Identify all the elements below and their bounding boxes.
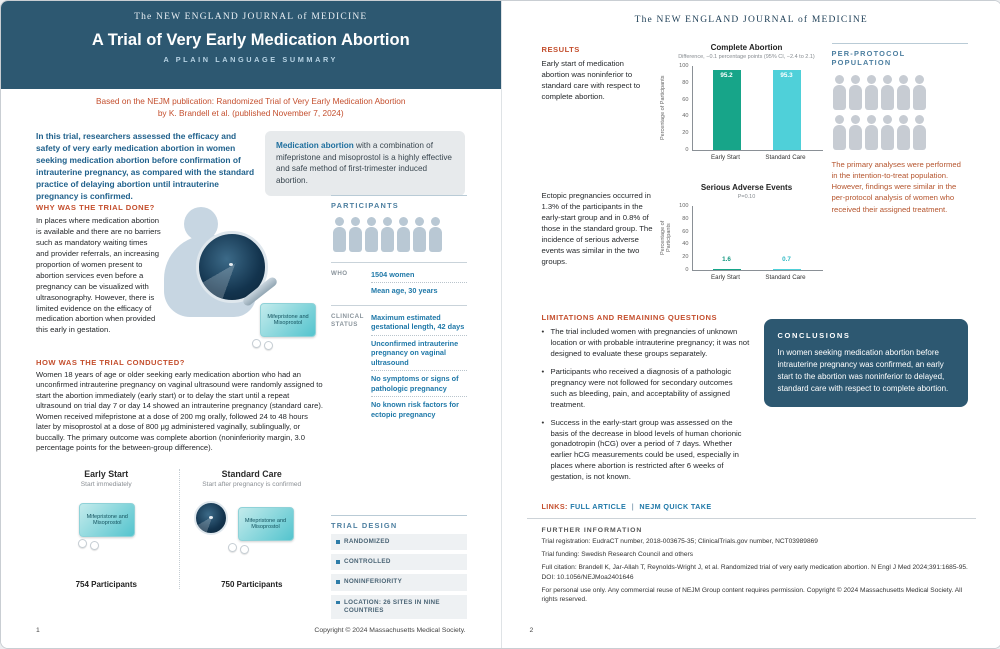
- person-icon: [881, 75, 895, 111]
- person-icon: [865, 75, 879, 111]
- limitation-item: • Participants who received a diagnosis of a pathologic pregnancy were not followed for secondary outcomes such as bleeding, pain, and acceptability of assigned treatment.: [542, 367, 750, 411]
- bar-value-label: 1.6: [713, 256, 741, 263]
- trial-design-item: NONINFERIORITY: [331, 574, 467, 590]
- ectopic-text: Ectopic pregnancies occurred in 1.3% of the participants in the early-start group and in 0.8% of those in the standard group. The incidence of serious adverse events was similar in the two groups.: [542, 191, 656, 268]
- page1-footer: [36, 627, 466, 634]
- limitations-heading: LIMITATIONS AND REMAINING QUESTIONS: [542, 313, 718, 322]
- trial-design-item: RANDOMIZED: [331, 534, 467, 550]
- trial-funding-line: Trial funding: Swedish Research Council and others: [542, 550, 970, 560]
- bar-standard-care: [773, 269, 801, 270]
- early-start-group: [34, 469, 179, 589]
- bar-standard-care: [773, 70, 801, 150]
- further-information: [542, 527, 970, 605]
- chart-subtitle: P=0.10: [662, 194, 832, 200]
- clinical-value: No symptoms or signs of pathologic pregnancy: [371, 371, 467, 397]
- x-tick: Early Start: [696, 154, 756, 161]
- bar-value-label: 0.7: [773, 256, 801, 263]
- y-tick: 100: [679, 203, 688, 209]
- y-tick: 100: [679, 63, 688, 69]
- citation-line1: Based on the NEJM publication: Randomized Trial of Very Early Medication Abortion: [21, 95, 481, 107]
- page-number: 2: [530, 627, 534, 634]
- person-icon: [849, 115, 863, 151]
- person-icon: [380, 217, 394, 253]
- person-icon: [348, 217, 362, 253]
- medication-pack-label: Mifepristone and Misoprostol: [241, 510, 291, 538]
- page-1: [1, 1, 501, 648]
- y-axis-label: Percentage of Participants: [660, 206, 672, 270]
- who-value: Mean age, 30 years: [371, 283, 467, 298]
- person-icon: [412, 217, 426, 253]
- person-icon: [913, 75, 927, 111]
- person-icon: [849, 75, 863, 111]
- copyright-text: Copyright © 2024 Massachusetts Medical Society.: [314, 627, 465, 634]
- y-tick: 60: [682, 229, 688, 235]
- chart-title: Serious Adverse Events: [662, 183, 832, 192]
- how-section-heading: HOW WAS THE TRIAL CONDUCTED?: [36, 358, 185, 367]
- page-number: 1: [36, 627, 40, 634]
- limitation-item: • The trial included women with pregnancies of unknown location or with probable intrauterine pregnancy; it was not designed to evaluate these groups separately.: [542, 327, 750, 360]
- participants-panel: [331, 195, 467, 424]
- key-message-box: [265, 131, 465, 196]
- pill-icon: [228, 543, 237, 552]
- chart-plot-area: [692, 206, 823, 271]
- person-icon: [364, 217, 378, 253]
- person-icon: [881, 115, 895, 151]
- pill-icon: [240, 545, 249, 554]
- links-row: [542, 502, 712, 511]
- per-protocol-heading: PER-PROTOCOL POPULATION: [832, 43, 968, 67]
- medication-pack-icon: [238, 507, 294, 541]
- group-caption: Start after pregnancy is confirmed: [180, 481, 325, 488]
- limitations-list: [542, 327, 750, 490]
- y-tick: 60: [682, 97, 688, 103]
- participants-heading: PARTICIPANTS: [331, 195, 467, 210]
- intro-paragraph: In this trial, researchers assessed the efficacy and safety of very early medication abortion in women seeking medication abortion before confirmation of intrauterine pregnancy, as compared with the standard practice of delaying abortion until intrauterine pregnancy is confirmed.: [36, 131, 258, 203]
- participants-icons: [331, 217, 467, 258]
- person-icon: [833, 75, 847, 111]
- trial-design-panel: [331, 515, 467, 619]
- y-tick: 0: [685, 267, 688, 273]
- person-icon: [913, 115, 927, 151]
- trial-registration-line: Trial registration: EudraCT number, 2018-003675-35; ClinicalTrials.gov number, NCT03989869: [542, 537, 970, 547]
- clinical-value: Unconfirmed intrauterine pregnancy on vaginal ultrasound: [371, 336, 467, 371]
- group-caption: Start immediately: [34, 481, 179, 488]
- key-message-lead: Medication abortion: [276, 141, 354, 150]
- person-icon: [428, 217, 442, 253]
- trial-design-heading: TRIAL DESIGN: [331, 515, 467, 530]
- y-tick: 80: [682, 216, 688, 222]
- trial-design-item: LOCATION: 26 SITES IN NINE COUNTRIES: [331, 595, 467, 619]
- how-section-text: Women 18 years of age or older seeking early medication abortion who had an unconfirmed intrauterine pregnancy on vaginal ultrasound were randomly assigned to start the abortion immediately (early start) or to delay the start until a repeat ultrasound on trial day 7 or day 14 showed an intrauterine pregnancy (standard care). Women received mifepristone at a dose of 200 mg orally, followed 24 to 48 hours later by misoprostol at a dose of 800 μg administered vaginally, sublingually, or buccally. The primary outcome was complete abortion (noninferiority margin, 3.0 percentage points for the between-group difference).: [36, 370, 324, 454]
- trial-design-item: CONTROLLED: [331, 554, 467, 570]
- who-label: WHO: [331, 267, 371, 299]
- key-message-text: with a combination of mifepristone and misoprostol is a highly effective and safe method of first-trimester induced abortion.: [276, 141, 452, 185]
- header-band: [1, 1, 501, 89]
- bar-early-start: [713, 269, 741, 270]
- standard-care-group: [179, 469, 325, 589]
- y-tick: 0: [685, 147, 688, 153]
- y-tick: 20: [682, 130, 688, 136]
- citation-line2: by K. Brandell et al. (published November 7, 2024): [21, 107, 481, 119]
- person-icon: [897, 115, 911, 151]
- per-protocol-panel: [832, 43, 968, 222]
- y-axis-label: Percentage of Participants: [660, 66, 666, 150]
- bar-value-label: 95.2: [713, 72, 741, 79]
- chart-subtitle: Difference, −0.1 percentage points (95% CI, −2.4 to 2.1): [662, 54, 832, 60]
- divider-rule: [527, 518, 977, 519]
- page-2: [501, 1, 1000, 648]
- person-icon: [897, 75, 911, 111]
- group-name: Early Start: [34, 469, 179, 479]
- chart-plot-area: [692, 66, 823, 151]
- bar-value-label: 95.3: [773, 72, 801, 79]
- y-tick: 40: [682, 241, 688, 247]
- limitation-item: • Success in the early-start group was assessed on the basis of the decrease in blood levels of human chorionic gonadotropin (hCG) over a period of 7 days. Whether earlier hCG measurements could be used, especially in places where abortion is restricted after 6 weeks of gestation, is not known.: [542, 418, 750, 484]
- person-icon: [833, 115, 847, 151]
- medication-pack-icon: [79, 503, 135, 537]
- x-tick: Standard Care: [756, 154, 816, 161]
- medication-pack-label: Mifepristone and Misoprostol: [82, 506, 132, 534]
- ultrasound-illustration: [164, 207, 324, 349]
- permissions-line: For personal use only. Any commercial reuse of NEJM Group content requires permission. Copyright © 2024 Massachusetts Medical Society. All rights reserved.: [542, 586, 970, 606]
- y-axis-ticks: [667, 206, 691, 270]
- results-heading: RESULTS: [542, 45, 580, 54]
- why-section-heading: WHY WAS THE TRIAL DONE?: [36, 203, 155, 212]
- participants-clinical-row: [331, 305, 467, 424]
- x-tick: Early Start: [696, 274, 756, 281]
- article-title: A Trial of Very Early Medication Abortion: [1, 31, 501, 50]
- group-illustration: [34, 493, 179, 553]
- group-name: Standard Care: [180, 469, 325, 479]
- per-protocol-text: The primary analyses were performed in the intention-to-treat population. However, findings were similar in the per-protocol analysis of women who received their assigned treatment.: [832, 159, 968, 215]
- medication-pack-icon: [260, 303, 316, 337]
- clinical-status-label: CLINICAL STATUS: [331, 310, 371, 422]
- article-subtitle: A PLAIN LANGUAGE SUMMARY: [1, 55, 501, 64]
- complete-abortion-chart: [662, 43, 832, 164]
- per-protocol-icons: [832, 75, 968, 151]
- pill-icon: [90, 541, 99, 550]
- person-icon: [865, 115, 879, 151]
- chart-title: Complete Abortion: [662, 43, 832, 52]
- group-count: 754 Participants: [34, 580, 179, 589]
- citation-note: [21, 95, 481, 119]
- y-tick: 20: [682, 254, 688, 260]
- links-separator: |: [629, 502, 637, 511]
- medication-pack-label: Mifepristone and Misoprostol: [263, 306, 313, 334]
- quick-take-link[interactable]: NEJM QUICK TAKE: [639, 502, 711, 511]
- full-article-link[interactable]: FULL ARTICLE: [570, 502, 626, 511]
- study-groups: [34, 469, 324, 589]
- pill-icon: [252, 339, 261, 348]
- links-label: LINKS:: [542, 502, 568, 511]
- person-icon: [332, 217, 346, 253]
- person-icon: [396, 217, 410, 253]
- journal-masthead: The NEW ENGLAND JOURNAL of MEDICINE: [502, 15, 1000, 25]
- x-axis-labels: [692, 274, 822, 284]
- journal-masthead: The NEW ENGLAND JOURNAL of MEDICINE: [1, 1, 501, 22]
- full-citation-line: Full citation: Brandell K, Jar-Allah T, Reynolds-Wright J, et al. Randomized trial of very early medication abortion. N Engl J Med 2024;391:1685-95. DOI: 10.1056/NEJMoa2401646: [542, 563, 970, 583]
- who-value: 1504 women: [371, 267, 467, 283]
- ultrasound-screen-icon: [194, 501, 228, 535]
- pill-icon: [264, 341, 273, 350]
- clinical-value: No known risk factors for ectopic pregnancy: [371, 397, 467, 422]
- y-axis-ticks: [667, 66, 691, 150]
- serious-adverse-events-chart: [662, 183, 832, 284]
- conclusions-text: In women seeking medication abortion before intrauterine pregnancy was confirmed, an early start to the abortion was noninferior to delayed, standard care with respect to complete abortion.: [778, 347, 954, 395]
- clinical-value: Maximum estimated gestational length, 42 days: [371, 310, 467, 336]
- bar-early-start: [713, 70, 741, 150]
- group-count: 750 Participants: [180, 580, 325, 589]
- x-axis-labels: [692, 154, 822, 164]
- group-illustration: [180, 493, 325, 553]
- participants-who-row: [331, 262, 467, 301]
- further-heading: FURTHER INFORMATION: [542, 527, 970, 534]
- y-tick: 40: [682, 113, 688, 119]
- conclusions-box: [764, 319, 968, 407]
- y-tick: 80: [682, 80, 688, 86]
- pill-icon: [78, 539, 87, 548]
- why-section-text: In places where medication abortion is available and there are no barriers such as mandatory waiting times and provider referrals, an increasing proportion of women present to abortion services even before a pregnancy can be visualized with ultrasonography. However, there is limited evidence on the efficacy of medication abortion when provided this early in gestation.: [36, 216, 162, 336]
- results-text: Early start of medication abortion was noninferior to standard care with respect to complete abortion.: [542, 59, 654, 103]
- conclusions-heading: CONCLUSIONS: [778, 331, 954, 340]
- x-tick: Standard Care: [756, 274, 816, 281]
